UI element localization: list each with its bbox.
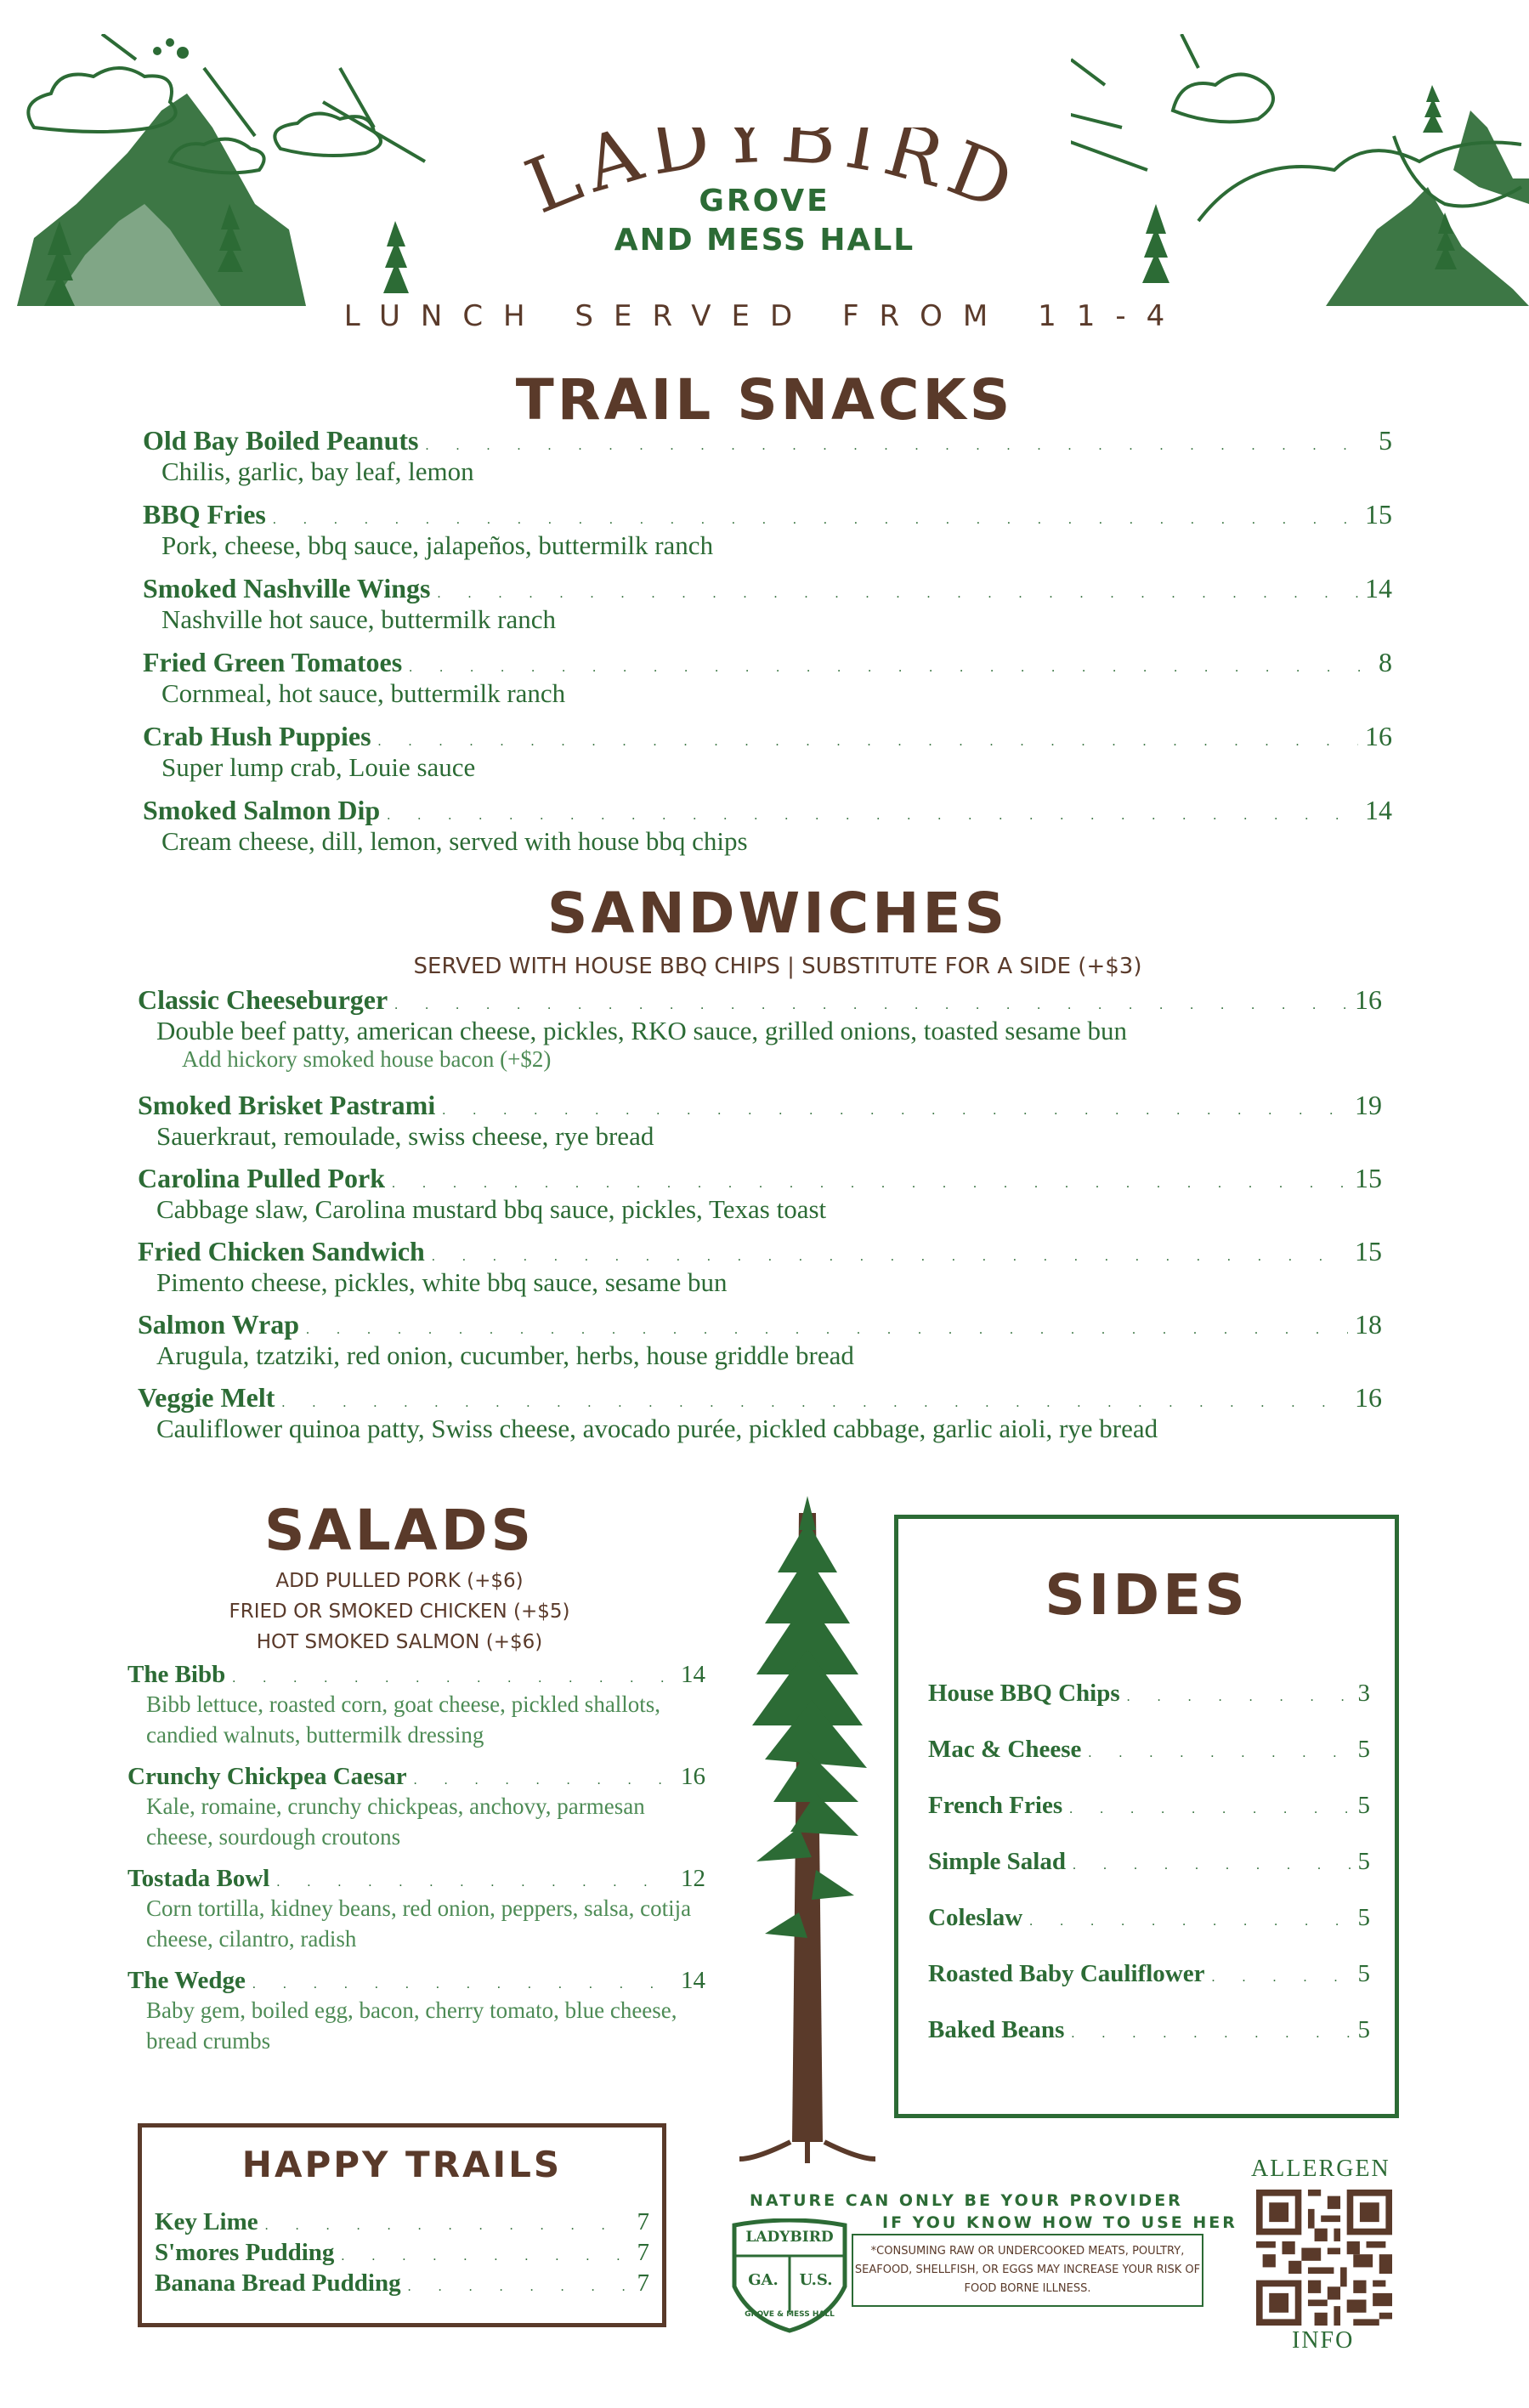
salads-addon: ADD PULLED PORK (+$6)	[275, 1570, 524, 1592]
sandwich-item-price: 18	[1355, 1309, 1382, 1340]
mountain-landscape-left-illustration	[0, 34, 476, 306]
trail-snack-item-price: 16	[1365, 721, 1392, 751]
trail-snack-item	[143, 647, 1392, 709]
sandwich-item-price: 19	[1355, 1090, 1382, 1120]
trail-snack-item-description: Cream cheese, dill, lemon, served with house bbq chips	[161, 826, 748, 856]
sandwiches-note: SERVED WITH HOUSE BBQ CHIPS | SUBSTITUTE FOR A SIDE (+$3)	[413, 954, 1142, 979]
side-item-price: 5	[1357, 1960, 1370, 1987]
side-item-name: Roasted Baby Cauliflower	[928, 1960, 1205, 1987]
dessert-item	[155, 2239, 649, 2267]
salads-addon: FRIED OR SMOKED CHICKEN (+$5)	[229, 1601, 570, 1623]
dessert-item	[155, 2269, 649, 2298]
dessert-item-price: 7	[637, 2269, 649, 2297]
salads-title: SALADS	[263, 1498, 535, 1563]
sandwich-item	[138, 984, 1382, 1073]
side-item-price: 5	[1357, 1848, 1370, 1875]
dot-leader	[378, 734, 1358, 750]
side-item	[928, 1848, 1370, 1876]
salad-item-price: 14	[681, 1967, 705, 1994]
food-safety-disclaimer: *CONSUMING RAW OR UNDERCOOKED MEATS, POULTRY, SEAFOOD, SHELLFISH, OR EGGS MAY INCREASE YOUR RISK OF FOOD BORNE ILLNESS.	[854, 2245, 1201, 2295]
trail-snack-item-price: 14	[1365, 795, 1392, 825]
dot-leader	[414, 1773, 674, 1788]
trail-snack-item	[143, 795, 1392, 857]
sandwiches-title: SANDWICHES	[546, 881, 1009, 946]
trail-snack-item-name: Smoked Salmon Dip	[143, 795, 381, 825]
trail-snack-item-name: BBQ Fries	[143, 499, 266, 530]
salad-item	[127, 1763, 705, 1852]
salad-item-description: Corn tortilla, kidney beans, red onion, peppers, salsa, cotija cheese, cilantro, radish	[146, 1895, 692, 1952]
ladybird-shield-badge	[728, 2218, 852, 2334]
trail-snack-item-price: 8	[1379, 647, 1392, 677]
salad-item-price: 12	[681, 1865, 705, 1892]
trail-snack-item	[143, 425, 1392, 487]
salad-item-name: Tostada Bowl	[127, 1865, 270, 1892]
dot-leader	[1069, 1802, 1351, 1817]
sandwich-item-description: Arugula, tzatziki, red onion, cucumber, herbs, house griddle bread	[156, 1340, 854, 1370]
salad-item	[127, 1661, 705, 1750]
trail-snack-item-description: Cornmeal, hot sauce, buttermilk ranch	[161, 678, 566, 708]
dot-leader	[276, 1875, 674, 1890]
trail-snack-item	[143, 499, 1392, 561]
sandwich-item-name: Salmon Wrap	[138, 1309, 299, 1340]
salad-item-description: Kale, romaine, crunchy chickpeas, anchovy, parmesan cheese, sourdough croutons	[146, 1793, 645, 1850]
dot-leader	[432, 1249, 1348, 1265]
allergen-label-bottom: INFO	[1292, 2327, 1355, 2354]
sandwich-item-description: Cabbage slaw, Carolina mustard bbq sauce, pickles, Texas toast	[156, 1194, 827, 1224]
badge-bottom-text: GROVE & MESS HALL	[745, 2310, 835, 2319]
dot-leader	[408, 2280, 631, 2295]
dot-leader	[265, 2218, 631, 2234]
sandwich-item-description: Cauliflower quinoa patty, Swiss cheese, avocado purée, pickled cabbage, garlic aioli, rye bread	[156, 1414, 1158, 1443]
sandwich-item-price: 16	[1355, 1382, 1382, 1413]
trail-snack-item-description: Pork, cheese, bbq sauce, jalapeños, buttermilk ranch	[161, 530, 714, 560]
trail-snack-item-name: Old Bay Boiled Peanuts	[143, 425, 419, 456]
redwood-tree-illustration	[731, 1496, 884, 2176]
dot-leader	[1127, 1690, 1351, 1705]
trail-snack-item-price: 15	[1365, 499, 1392, 530]
salad-item-description: Baby gem, boiled egg, bacon, cherry tomato, blue cheese, bread crumbs	[146, 1997, 677, 2054]
dot-leader	[1073, 1858, 1351, 1873]
side-item	[928, 1792, 1370, 1820]
side-item-price: 5	[1357, 1792, 1370, 1819]
salad-item-name: The Wedge	[127, 1967, 246, 1994]
sandwich-item	[138, 1236, 1382, 1298]
slogan-line-1: NATURE CAN ONLY BE YOUR PROVIDER	[750, 2191, 1183, 2210]
dessert-item-name: S'mores Pudding	[155, 2239, 335, 2266]
trail-snack-item-description: Nashville hot sauce, buttermilk ranch	[161, 604, 557, 634]
brand-subtitle-mess-hall: AND MESS HALL	[614, 223, 915, 258]
sandwich-item-description: Double beef patty, american cheese, pickles, RKO sauce, grilled onions, toasted sesame bun	[156, 1016, 1128, 1045]
dot-leader	[392, 1176, 1348, 1192]
dessert-item-price: 7	[637, 2208, 649, 2235]
happy-trails-title: HAPPY TRAILS	[241, 2144, 563, 2185]
salad-item	[127, 1967, 705, 2056]
sandwich-item-price: 15	[1355, 1236, 1382, 1266]
salad-item-name: Crunchy Chickpea Caesar	[127, 1763, 407, 1790]
slogan-line-2: IF YOU KNOW HOW TO USE HER	[882, 2213, 1237, 2232]
salad-item	[127, 1865, 705, 1954]
dot-leader	[1029, 1914, 1351, 1929]
trail-snack-item-name: Smoked Nashville Wings	[143, 573, 431, 603]
trail-snack-item	[143, 573, 1392, 635]
sandwich-item-name: Fried Chicken Sandwich	[138, 1236, 425, 1266]
side-item-price: 5	[1357, 1736, 1370, 1763]
side-item	[928, 2016, 1370, 2044]
badge-top-text: LADYBIRD	[745, 2229, 834, 2246]
dot-leader	[1071, 2026, 1351, 2042]
side-item-name: Mac & Cheese	[928, 1736, 1082, 1763]
sandwich-item	[138, 1382, 1382, 1444]
dot-leader	[273, 513, 1358, 528]
sandwich-item	[138, 1163, 1382, 1225]
trail-snack-item	[143, 721, 1392, 783]
allergen-label-top: ALLERGEN	[1251, 2156, 1390, 2182]
dot-leader	[232, 1671, 674, 1686]
service-hours: LUNCH SERVED FROM 11-4	[343, 299, 1186, 333]
disclaimer-box	[852, 2234, 1203, 2307]
salad-item-price: 14	[681, 1661, 705, 1688]
sandwich-item-description: Pimento cheese, pickles, white bbq sauce, sesame bun	[156, 1267, 728, 1297]
trail-snack-item-name: Crab Hush Puppies	[143, 721, 371, 751]
trail-snack-item-description: Super lump crab, Louie sauce	[161, 752, 476, 782]
badge-left-text: GA.	[748, 2271, 779, 2289]
trail-snacks-title: TRAIL SNACKS	[515, 367, 1014, 433]
salad-item-description: Bibb lettuce, roasted corn, goat cheese, pickled shallots, candied walnuts, buttermilk dressing	[146, 1691, 661, 1748]
side-item-price: 3	[1357, 1680, 1370, 1707]
badge-right-text: U.S.	[799, 2271, 833, 2289]
dot-leader	[281, 1396, 1348, 1411]
brand-subtitle-grove: GROVE	[699, 184, 830, 218]
side-item-name: French Fries	[928, 1792, 1063, 1819]
sandwich-item-name: Carolina Pulled Pork	[138, 1163, 385, 1193]
dessert-item	[155, 2208, 649, 2236]
side-item-name: Baked Beans	[928, 2016, 1065, 2043]
side-item	[928, 1960, 1370, 1988]
side-item-name: Coleslaw	[928, 1904, 1023, 1931]
sandwich-item-name: Veggie Melt	[138, 1382, 275, 1413]
dessert-item-name: Banana Bread Pudding	[155, 2269, 401, 2297]
dot-leader	[442, 1103, 1348, 1119]
dessert-item-name: Key Lime	[155, 2208, 258, 2235]
sandwich-item-name: Classic Cheeseburger	[138, 984, 388, 1015]
dot-leader	[252, 1977, 674, 1992]
trail-snack-item-description: Chilis, garlic, bay leaf, lemon	[161, 456, 474, 486]
side-item	[928, 1680, 1370, 1708]
sandwich-item-name: Smoked Brisket Pastrami	[138, 1090, 436, 1120]
side-item-price: 5	[1357, 2016, 1370, 2043]
sandwich-item	[138, 1090, 1382, 1152]
side-item	[928, 1736, 1370, 1764]
dot-leader	[306, 1323, 1348, 1338]
allergen-qr-code[interactable]	[1256, 2190, 1392, 2326]
salad-item-name: The Bibb	[127, 1661, 226, 1688]
mountain-landscape-right-illustration	[1071, 34, 1529, 306]
brand-wordmark	[501, 127, 1045, 238]
dessert-item-price: 7	[637, 2239, 649, 2266]
sides-title: SIDES	[1045, 1562, 1249, 1628]
side-item-price: 5	[1357, 1904, 1370, 1931]
sandwich-item-addon: Add hickory smoked house bacon (+$2)	[182, 1046, 552, 1072]
sandwich-item-price: 15	[1355, 1163, 1382, 1193]
dot-leader	[1088, 1746, 1351, 1761]
dot-leader	[341, 2249, 630, 2264]
dot-leader	[437, 586, 1358, 602]
salads-addons	[136, 1566, 663, 1657]
salads-addon: HOT SMOKED SALMON (+$6)	[256, 1631, 543, 1653]
side-item-name: Simple Salad	[928, 1848, 1066, 1875]
dot-leader	[409, 660, 1372, 676]
brand-name: LADYBIRD	[513, 127, 1033, 231]
dot-leader	[1211, 1970, 1351, 1986]
dot-leader	[394, 998, 1348, 1013]
salad-item-price: 16	[681, 1763, 705, 1790]
sandwich-item-price: 16	[1355, 984, 1382, 1015]
sandwich-item-description: Sauerkraut, remoulade, swiss cheese, rye bread	[156, 1121, 654, 1151]
trail-snack-item-price: 14	[1365, 573, 1392, 603]
side-item-name: House BBQ Chips	[928, 1680, 1120, 1707]
trail-snack-item-price: 5	[1379, 425, 1392, 456]
sandwich-item	[138, 1309, 1382, 1371]
dot-leader	[426, 439, 1373, 454]
side-item	[928, 1904, 1370, 1932]
dot-leader	[387, 808, 1358, 824]
trail-snack-item-name: Fried Green Tomatoes	[143, 647, 403, 677]
